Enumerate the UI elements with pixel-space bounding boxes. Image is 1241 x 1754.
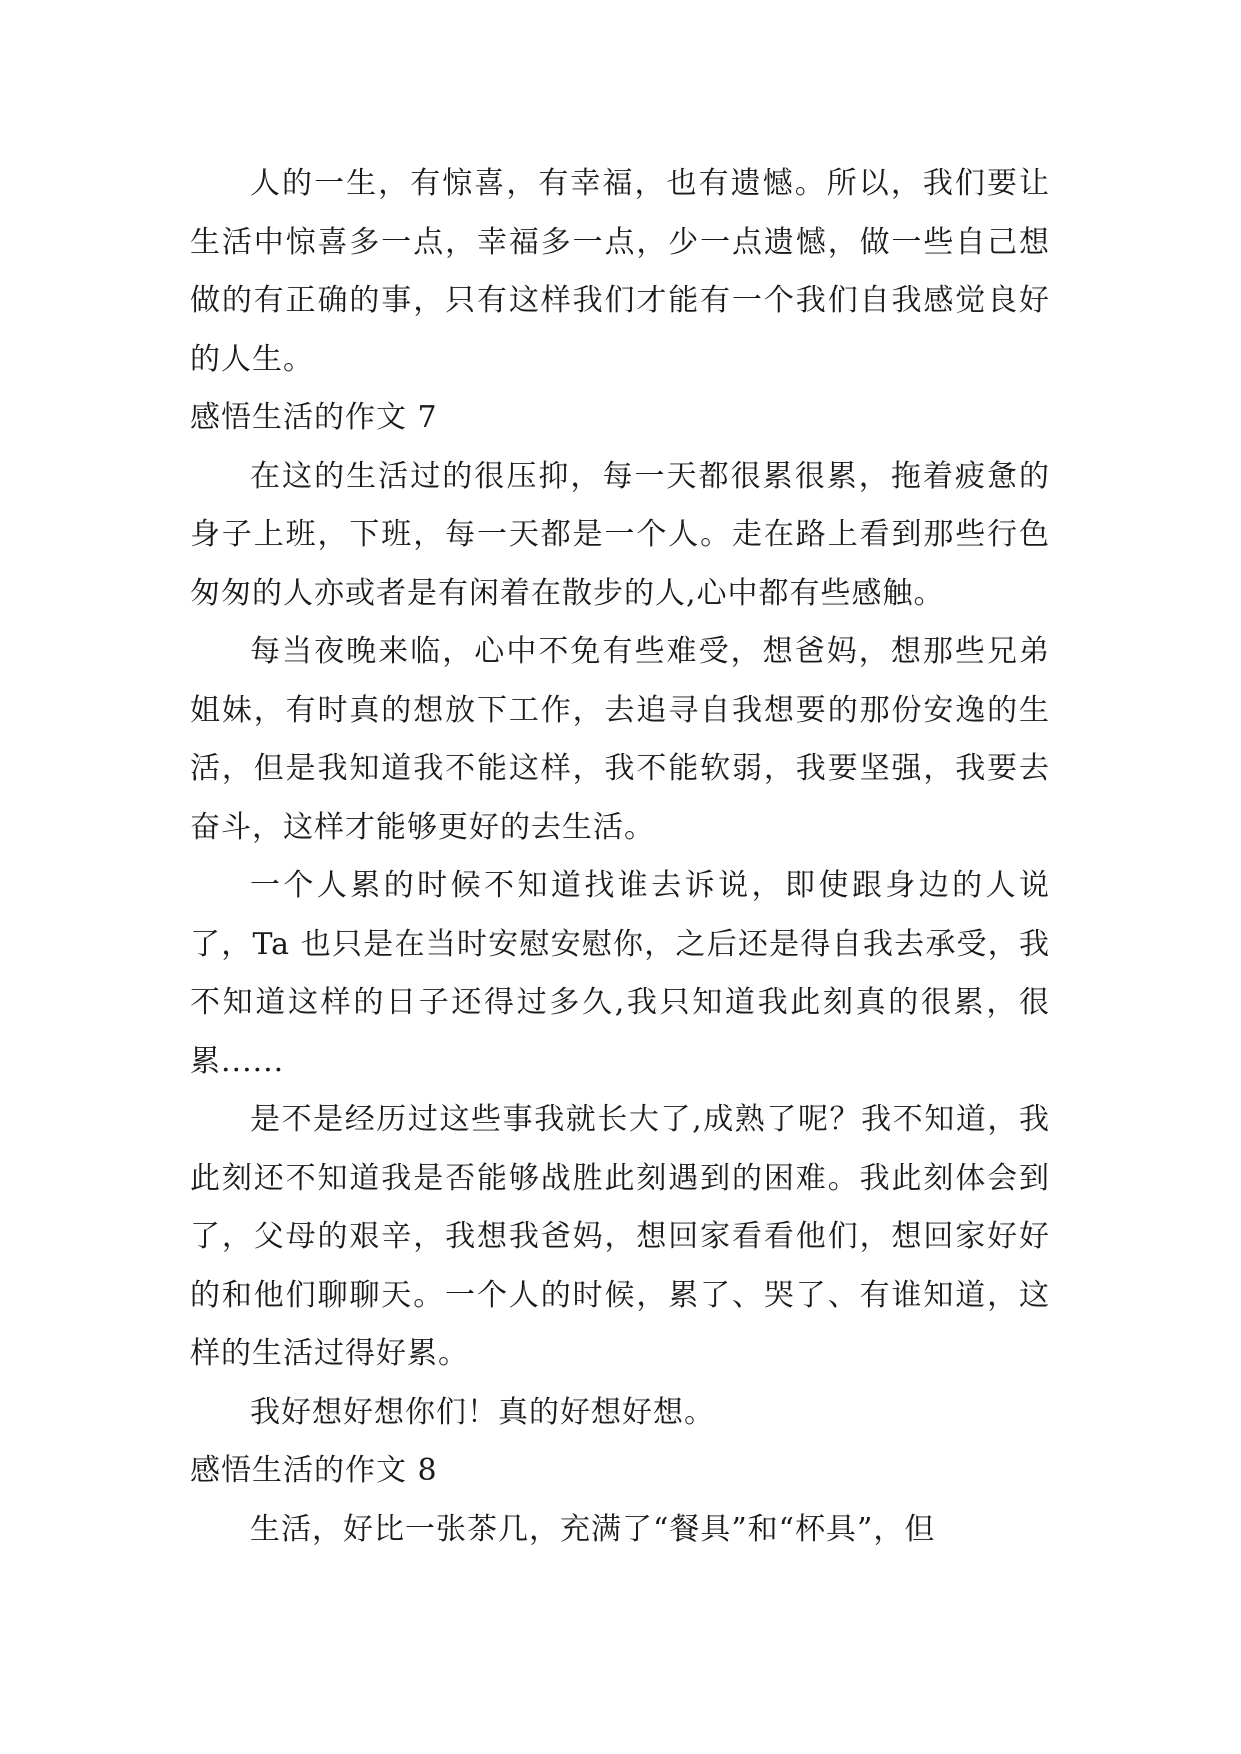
paragraph-intro-ending: 人的一生，有惊喜，有幸福，也有遗憾。所以，我们要让生活中惊喜多一点，幸福多一点，少一点遗憾，做一些自己想做的有正确的事，只有这样我们才能有一个我们自我感觉良好的人生。 bbox=[190, 166, 1050, 377]
paragraph-essay-8-1: 生活，好比一张茶几，充满了“餐具”和“杯具”，但 bbox=[250, 1511, 936, 1547]
paragraph-essay-7-5: 我好想好想你们！真的好想好想。 bbox=[250, 1394, 715, 1430]
paragraph-essay-7-4: 是不是经历过这些事我就长大了,成熟了呢？我不知道，我此刻还不知道我是否能够战胜此刻遇到的困难。我此刻体会到了，父母的艰辛，我想我爸妈，想回家看看他们，想回家好好的和他们聊聊天。一个人的时候，累了、哭了、有谁知道，这样的生活过得好累。 bbox=[190, 1102, 1050, 1371]
section-heading-essay-7: 感悟生活的作文 7 bbox=[190, 400, 438, 435]
document-page bbox=[190, 155, 1050, 1559]
section-heading-essay-8: 感悟生活的作文 8 bbox=[190, 1453, 438, 1488]
paragraph-essay-7-1: 在这的生活过的很压抑，每一天都很累很累，拖着疲惫的身子上班，下班，每一天都是一个人。走在路上看到那些行色匆匆的人亦或者是有闲着在散步的人,心中都有些感触。 bbox=[190, 458, 1050, 611]
paragraph-essay-7-3: 一个人累的时候不知道找谁去诉说，即使跟身边的人说了，Ta 也只是在当时安慰安慰你，之后还是得自我去承受，我不知道这样的日子还得过多久,我只知道我此刻真的很累，很累...... bbox=[190, 868, 1050, 1079]
paragraph-essay-7-2: 每当夜晚来临，心中不免有些难受，想爸妈，想那些兄弟姐妹，有时真的想放下工作，去追寻自我想要的那份安逸的生活，但是我知道我不能这样，我不能软弱，我要坚强，我要去奋斗，这样才能够更好的去生活。 bbox=[190, 634, 1050, 845]
